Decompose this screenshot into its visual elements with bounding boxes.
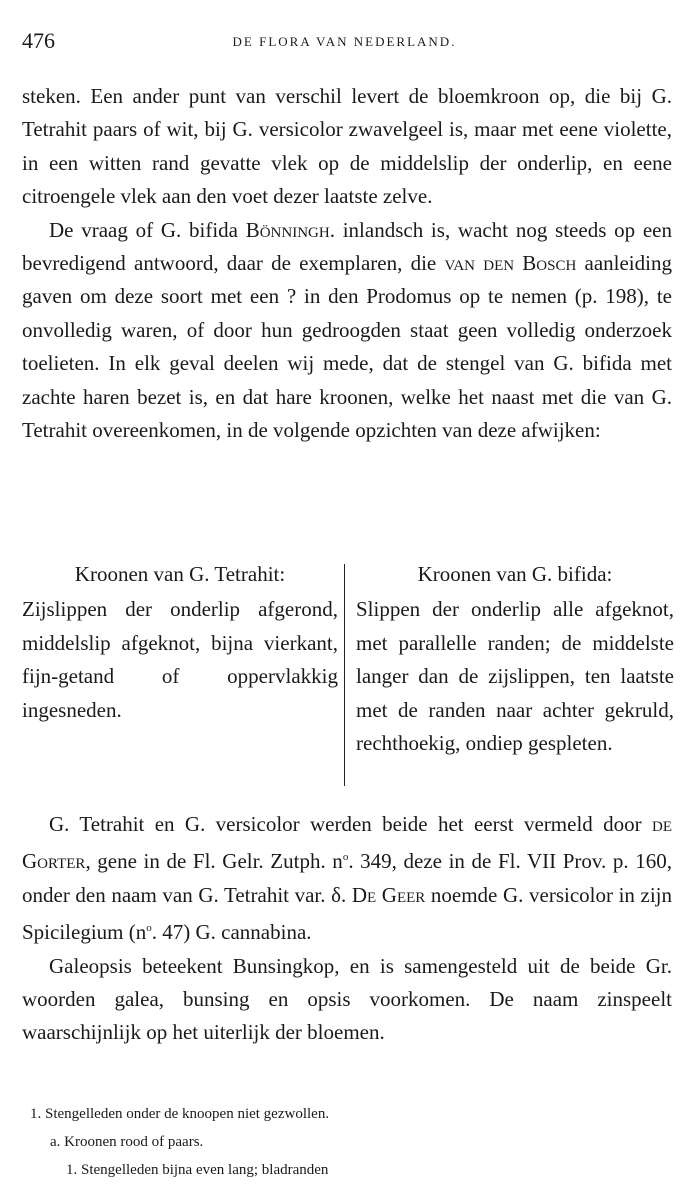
identification-key (30, 1100, 670, 1184)
text-run: aanleiding gaven om deze soort met een ? in den Prodomus op te nemen (p. 198), te onvolledig waren, of door hun gedroogden staat geen volledig onderzoek toelieten. In elk geval deelen wij mede, dat de stengel van G. bifida met zachte haren bezet is, en dat hare kroonen, welke het naast met die van G. Tetrahit overeenkomen, in de volgende opzichten van deze afwijken: (22, 251, 672, 443)
superscript: o (342, 851, 349, 864)
text-run: noemde G. versicolor in zijn Spicilegium (n (22, 882, 673, 945)
author-name: de Gorter (22, 812, 672, 874)
paragraph-1: steken. Een ander punt van verschil levert de bloemkroon op, die bij G. Tetrahit paars of wit, bij G. versicolor zwavelgeel is, maar met eene violette, in een witten rand gevatte vlek op de middelslip der onderlip, en eene citroengele vlek aan den voet dezer laatste zelve. (22, 84, 672, 209)
column-divider (344, 564, 345, 786)
text-run: G. Tetrahit en G. versicolor werden beide het eerst vermeld door (49, 812, 652, 836)
key-line-1b: 1. Stengelleden bijna even lang; bladranden (66, 1162, 329, 1178)
key-line-1: 1. Stengelleden onder de knoopen niet gezwollen. (30, 1106, 330, 1122)
comparison-right-column (356, 558, 674, 760)
left-column-text: Zijslippen der onderlip afgerond, middelslip afgeknot, bijna vierkant, fijn-getand of oppervlakkig ingesneden. (22, 597, 338, 722)
paragraph-2 (22, 214, 672, 448)
left-column-heading: Kroonen van G. Tetrahit: (74, 562, 286, 586)
paragraph-4: Galeopsis beteekent Bunsingkop, en is samengesteld uit de beide Gr. woorden galea, bunsing en opsis voorkomen. De naam zinspeelt waarschijnlijk op het uiterlijk der bloemen. (22, 953, 672, 1045)
comparison-columns (22, 558, 674, 793)
right-column-text: Slippen der onderlip alle afgeknot, met parallelle randen; de middelste langer dan de zijslippen, ten laatste met de randen naar achter gekruld, rechthoekig, ondiep gespleten. (356, 597, 674, 756)
text-run: , gene in de Fl. Gelr. Zutph. n (85, 849, 343, 874)
main-text-top (22, 80, 672, 447)
key-line-a: a. Kroonen rood of paars. (50, 1134, 204, 1150)
text-run: De vraag of G. bifida (49, 217, 246, 242)
main-text-bottom (22, 808, 672, 1050)
author-name: Bönningh. (245, 217, 335, 242)
text-run: inlandsch is, wacht nog steeds op een bevredigend antwoord, daar de exemplaren, die (22, 217, 672, 276)
comparison-left-column (22, 558, 338, 727)
page-number: 476 (22, 28, 55, 53)
running-title: DE FLORA VAN NEDERLAND. (232, 34, 457, 49)
paragraph-3 (22, 808, 672, 950)
author-name: De Geer (351, 882, 426, 907)
page-header (22, 28, 667, 58)
text-run: . 47) G. cannabina. (151, 920, 312, 945)
superscript: o (146, 922, 152, 935)
author-name: van den Bosch (444, 251, 577, 276)
right-column-heading: Kroonen van G. bifida: (417, 562, 613, 586)
text-run: . 349, deze in de Fl. VII Prov. p. 160, onder den naam van G. Tetrahit var. δ. (22, 849, 672, 907)
